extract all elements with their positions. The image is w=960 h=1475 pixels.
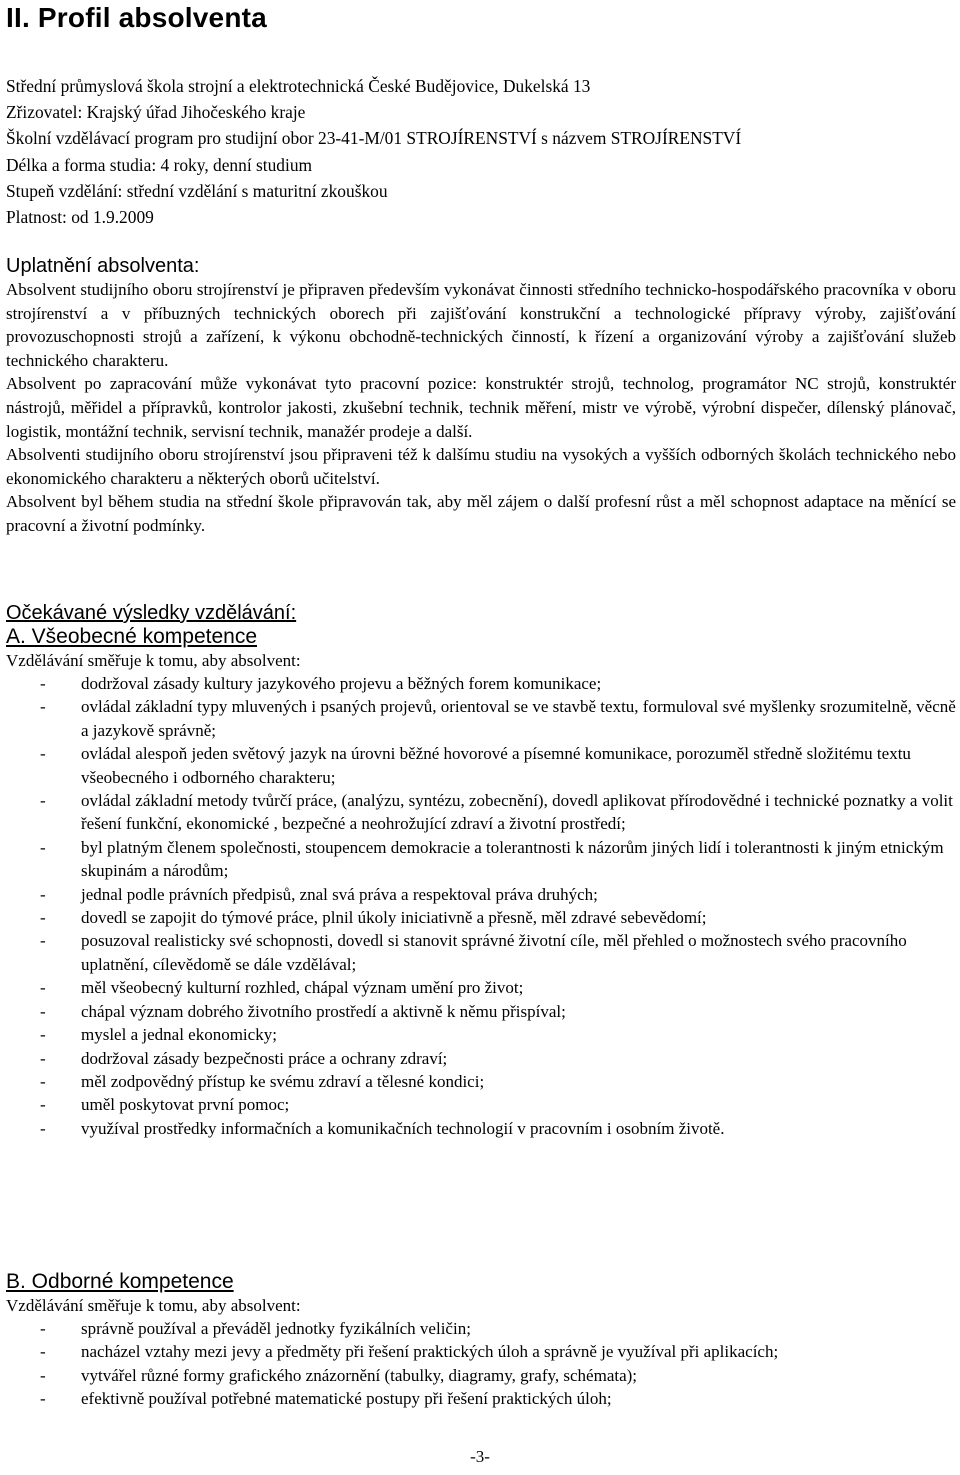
info-line-program: Školní vzdělávací program pro studijní obor 23-41-M/01 STROJÍRENSTVÍ s názvem STROJÍRENSTVÍ: [6, 128, 742, 149]
info-line-validity: Platnost: od 1.9.2009: [6, 207, 154, 228]
info-line-level: Stupeň vzdělání: střední vzdělání s maturitní zkouškou: [6, 180, 388, 201]
list-item: - uměl poskytovat první pomoc;: [40, 1095, 290, 1115]
list-item-text: chápal význam dobrého životního prostředí a aktivně k němu přispíval;: [81, 1001, 566, 1021]
section-b: [6, 1270, 956, 1411]
list-item-text: správně používal a převáděl jednotky fyzikálních veličin;: [81, 1319, 471, 1338]
list-item-text: ovládal základní typy mluvených i psaných projevů, orientoval se ve stavbě textu, formuloval své myšlenky srozumitelně, věcně a jazykově správně;: [81, 697, 956, 740]
program-info: [6, 73, 741, 230]
list-item: - dodržoval zásady kultury jazykového projevu a běžných forem komunikace;: [40, 674, 602, 693]
list-item: - správně používal a převáděl jednotky fyzikálních veličin;: [40, 1319, 471, 1338]
list-item-text: posuzoval realisticky své schopnosti, dovedl si stanovit správné životní cíle, měl přehled o možnostech svého pracovního uplatnění, cílevědomě se dále vzdělával;: [81, 931, 907, 974]
uplatneni-body: [6, 278, 956, 538]
list-item: - dodržoval zásady bezpečnosti práce a ochrany zdraví;: [40, 1048, 448, 1068]
section-b-title: B. Odborné kompetence: [6, 1270, 234, 1293]
section-a-title: A. Všeobecné kompetence: [6, 625, 257, 648]
list-item: - ovládal základní typy mluvených i psaných projevů, orientoval se ve stavbě textu, formuloval své myšlenky srozumitelně, věcně a jazykově správně;: [40, 697, 956, 740]
list-item: - nacházel vztahy mezi jevy a předměty při řešení praktických úloh a správně je využíval při aplikacích;: [40, 1342, 779, 1362]
page-title: II. Profil absolventa: [6, 2, 267, 33]
section-b-lead: Vzdělávání směřuje k tomu, aby absolvent:: [6, 1296, 301, 1315]
info-line-school: Střední průmyslová škola strojní a elektrotechnická České Budějovice, Dukelská 13: [6, 76, 591, 96]
info-line-founder: Zřizovatel: Krajský úřad Jihočeského kraje: [6, 102, 306, 123]
list-item-text: vytvářel různé formy grafického znázornění (tabulky, diagramy, grafy, schémata);: [81, 1365, 638, 1385]
list-item: - posuzoval realisticky své schopnosti, dovedl si stanovit správné životní cíle, měl přehled o možnostech svého pracovního uplatnění, cílevědomě se dále vzdělával;: [40, 931, 907, 974]
list-item-text: měl všeobecný kulturní rozhled, chápal význam umění pro život;: [81, 978, 524, 998]
uplatneni-paragraph: Absolvent po zapracování může vykonávat tyto pracovní pozice: konstruktér strojů, technolog, programátor NC strojů, konstruktér nástrojů, měřidel a přípravků, kontrolor jakosti, zkušební technik, technik měření, mistr ve výrobě, výrobní dispečer, dílenský plánovač, logistik, montážní technik, servisní technik, manažér prodeje a další.: [6, 374, 956, 441]
vysledky-heading: Očekávané výsledky vzdělávání:: [6, 602, 297, 624]
list-item: - měl všeobecný kulturní rozhled, chápal význam umění pro život;: [40, 978, 524, 998]
list-item-text: dodržoval zásady bezpečnosti práce a ochrany zdraví;: [81, 1048, 448, 1068]
list-item-text: měl zodpovědný přístup ke svému zdraví a tělesné kondici;: [81, 1071, 485, 1091]
list-item-text: efektivně používal potřebné matematické postupy při řešení praktických úloh;: [81, 1389, 612, 1409]
list-item-text: byl platným členem společnosti, stoupencem demokracie a tolerantnosti k názorům jiných lidí i tolerantnosti k jiným etnickým skupinám a národům;: [81, 837, 944, 881]
list-item: - ovládal alespoň jeden světový jazyk na úrovni běžné hovorové a písemné komunikace, porozuměl středně složitému textu všeobecného i odborného charakteru;: [40, 744, 911, 787]
list-item: - byl platným členem společnosti, stoupencem demokracie a tolerantnosti k názorům jiných lidí i tolerantnosti k jiným etnickým skupinám a národům;: [40, 837, 944, 881]
list-item: - měl zodpovědný přístup ke svému zdraví a tělesné kondici;: [40, 1071, 485, 1091]
list-item: - ovládal základní metody tvůrčí práce, (analýzu, syntézu, zobecnění), dovedl aplikovat přírodovědné i technické poznatky a volit řešení funkční, ekonomické , bezpečné a neohrožující zdraví a životní prostředí;: [40, 791, 953, 834]
section-a-lead: Vzdělávání směřuje k tomu, aby absolvent:: [6, 651, 301, 670]
section-b-list: [6, 1317, 956, 1411]
list-item-text: ovládal základní metody tvůrčí práce, (analýzu, syntézu, zobecnění), dovedl aplikovat přírodovědné i technické poznatky a volit řešení funkční, ekonomické , bezpečné a neohrožující zdraví a životní prostředí;: [81, 791, 953, 834]
uplatneni-paragraph: Absolvent studijního oboru strojírenství je připraven především vykonávat činnosti středního technicko-hospodářského pracovníka v oboru strojírenství a v příbuzných technických oborech při zajišťování konstrukční a technologické přípravy výroby, zajišťování provozuschopnosti strojů a zařízení, k výkonu obchodně-technických činností, k řízení a organizování výroby a zajišťování služeb technického charakteru.: [6, 280, 956, 370]
vysledky-section: [6, 602, 956, 1140]
list-item: - jednal podle právních předpisů, znal svá práva a respektoval práva druhých;: [40, 884, 598, 904]
list-item: - vytvářel různé formy grafického znázornění (tabulky, diagramy, grafy, schémata);: [40, 1365, 638, 1385]
uplatneni-paragraph: Absolvent byl během studia na střední škole připravován tak, aby měl zájem o další profesní růst a měl schopnost adaptace na měnící se pracovní a životní podmínky.: [6, 492, 956, 535]
list-item: - myslel a jednal ekonomicky;: [40, 1025, 277, 1045]
list-item-text: nacházel vztahy mezi jevy a předměty při řešení praktických úloh a správně je využíval při aplikacích;: [81, 1342, 779, 1362]
list-item: - využíval prostředky informačních a komunikačních technologií v pracovním i osobním životě.: [40, 1118, 725, 1138]
uplatneni-section: [6, 255, 956, 538]
page-number: -3-: [470, 1447, 490, 1466]
uplatneni-paragraph: Absolventi studijního oboru strojírenství jsou připraveni též k dalšímu studiu na vysokých a vyšších odborných školách technického nebo ekonomického charakteru a některých oborů učitelství.: [6, 445, 956, 488]
list-item: - chápal význam dobrého životního prostředí a aktivně k němu přispíval;: [40, 1001, 566, 1021]
uplatneni-heading: Uplatnění absolventa:: [6, 255, 200, 277]
info-line-duration: Délka a forma studia: 4 roky, denní studium: [6, 154, 313, 175]
list-item-text: uměl poskytovat první pomoc;: [81, 1095, 290, 1115]
list-item-text: dodržoval zásady kultury jazykového projevu a běžných forem komunikace;: [81, 674, 602, 693]
list-item-text: využíval prostředky informačních a komunikačních technologií v pracovním i osobním životě.: [81, 1118, 725, 1138]
list-item-text: ovládal alespoň jeden světový jazyk na úrovni běžné hovorové a písemné komunikace, porozuměl středně složitému textu všeobecného i odborného charakteru;: [81, 744, 911, 787]
list-item: - dovedl se zapojit do týmové práce, plnil úkoly iniciativně a přesně, měl zdravé sebevědomí;: [40, 908, 707, 928]
list-item: - efektivně používal potřebné matematické postupy při řešení praktických úloh;: [40, 1389, 612, 1409]
list-item-text: myslel a jednal ekonomicky;: [81, 1025, 277, 1045]
section-a-list: [6, 672, 956, 1140]
list-item-text: jednal podle právních předpisů, znal svá práva a respektoval práva druhých;: [81, 884, 598, 904]
list-item-text: dovedl se zapojit do týmové práce, plnil úkoly iniciativně a přesně, měl zdravé sebevědomí;: [81, 908, 707, 928]
